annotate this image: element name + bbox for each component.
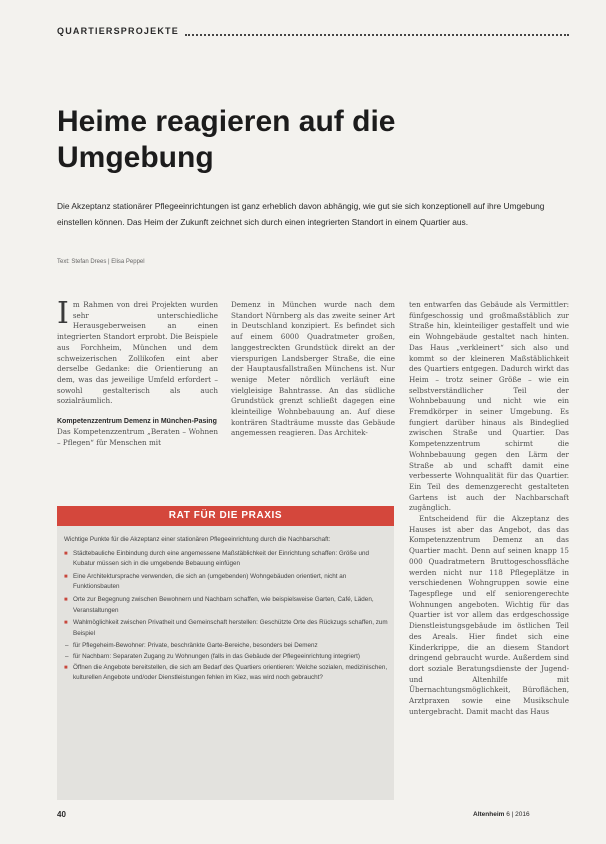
subheading: Kompetenzzentrum Demenz in München-Pasing bbox=[57, 418, 217, 426]
article-title: Heime reagieren auf die Umgebung bbox=[57, 105, 396, 174]
paragraph: Das Kompetenzzentrum „Beraten – Wohnen – Pflegen“ für Menschen mit bbox=[57, 427, 218, 447]
text-column-2 bbox=[231, 300, 395, 439]
dotted-rule bbox=[185, 34, 569, 36]
paragraph: Entscheidend für die Akzeptanz des Hauses ist aber das Angebot, das das Kompetenzzentrum Demenz an das Quartier macht. Denn auf seinen knapp 15 000 Quadratmetern Bruttogeschossfläche werden nicht nur 118 Pflegeplätze in verschiedenen Wohngruppen sowie eine Tagespflege und elf seniorengerechte Wohnungen angeboten. Wichtig für das Quartier ist vor allem das erdgeschossige Dienstleistungsgebäude im östlichen Teil des Areals. Hier findet sich eine Kinderkrippe, die an diesem Standort dringend gebraucht wurde. Außerdem sind dort soziale Beratungsdienste der Jugend- und Altenhilfe mit Übernachtungsmöglichkeit, Büroflächen, Arztpraxen sowie eine Musikschule untergebracht. Damit macht das Haus bbox=[409, 514, 569, 716]
magazine-footer bbox=[473, 811, 530, 818]
tip-item: ■ Eine Architektursprache verwenden, die sich an (umgebenden) Wohngebäuden orientiert, nicht an Funktionsbauten bbox=[64, 572, 389, 593]
tip-box-intro: Wichtige Punkte für die Akzeptanz einer stationären Pflegeeinrichtung durch die Nachbarschaft: bbox=[64, 536, 331, 543]
text-column-3 bbox=[409, 300, 569, 717]
tip-item: ■ Städtebauliche Einbindung durch eine angemessene Maßstäblichkeit der Einrichtung schaffen: Größe und Kubatur müssen sich in die umgebende Bebauung einfügen bbox=[64, 549, 389, 570]
section-header bbox=[57, 26, 569, 40]
text-column-1 bbox=[57, 296, 218, 448]
paragraph-text: m Rahmen von drei Projekten wurden sehr unterschiedliche Herausgeberweisen an einen integrierten Standort erprobt. Die Beispiele aus Forchheim, München und dem schweizerischen Zollikofen eint aber derselbe Gedanke: die Orientierung an dem, was das jeweilige Umfeld erfordert – sowohl gestalterisch als auch sozialräumlich. bbox=[57, 300, 218, 406]
tip-list-end bbox=[64, 663, 389, 684]
tip-sublist bbox=[64, 641, 389, 662]
tip-subitem: – für Nachbarn: Separaten Zugang zu Wohnungen (falls in das Gebäude der Pflegeeinrichtung integriert) bbox=[64, 652, 389, 663]
tip-subitem: – für Pflegeheim-Bewohner: Private, beschränkte Garte-Bereiche, besonders bei Demenz bbox=[64, 641, 389, 652]
paragraph: Demenz in München wurde nach dem Standort Nürnberg als das zweite seiner Art in Deutschland konzipiert. Es befindet sich auf einem 6000 Quadratmeter großen, langgestreckten Grundstück direkt an der vierspurigen Landsberger Straße, die eine der Hauptausfallstraßen Münchens ist. Nur wenige Meter nördlich verläuft eine vielgleisige Bahntrasse. An das südliche Grundstück grenzt schließt dagegen eine kleinteilige Wohnbebauung an. Auf diese konträren Stadträume musste das Gebäude angemessen reagieren. Das Architek- bbox=[231, 300, 395, 438]
tip-item: ■ Orte zur Begegnung zwischen Bewohnern und Nachbarn schaffen, wie beispielsweise Garten, Café, Läden, Veranstaltungen bbox=[64, 595, 389, 616]
drop-cap: I bbox=[57, 296, 69, 331]
paragraph bbox=[57, 296, 218, 407]
tip-list bbox=[64, 549, 389, 640]
tip-box-heading: RAT FÜR DIE PRAXIS bbox=[168, 510, 283, 521]
page-number: 40 bbox=[57, 810, 66, 819]
issue-number: 6 | 2016 bbox=[506, 811, 530, 818]
tip-box-header bbox=[57, 506, 394, 526]
article-lead: Die Akzeptanz stationärer Pflegeeinrichtungen ist ganz erheblich davon abhängig, wie gut sie sich konzeptionell auf ihre Umgebung einstellen können. Das Heim der Zukunft zeichnet sich durch einen integrierten Standort in einem Quartier aus. bbox=[57, 201, 545, 227]
tip-item: ■ Wahlmöglichkeit zwischen Privatheit und Gemeinschaft herstellen: Geschützte Orte des Rückzugs schaffen, zum Beispiel bbox=[64, 618, 389, 639]
paragraph: ten entwarfen das Gebäude als Vermittler: fünfgeschossig und großmaßstäblich zur Straße hin, kleinteiliger gestaffelt und wie ein Wohngebäude gestaltet nach hinten. Das Haus „verkleinert“ sich also und kommt so der kleineren Maßstäblichkeit des Quartiers entgegen. Dadurch wirkt das Heim – trotz seiner Größe – wie ein selbstverständlicher Teil der Wohnbebauung und nicht wie ein Fremdkörper in seiner Umgebung. Es fungiert darüber hinaus als Bindeglied zwischen Straße und Quartier. Das Kompetenzzentrum schirmt die Wohnbebauung gegen den Lärm der Straße ab und schafft damit eine verbesserte Wohnqualität für das Quartier. Ein Teil des demenzgerecht gestalteten Gartens ist auch der Nachbarschaft zugänglich. bbox=[409, 300, 569, 513]
tip-item: ■ Öffnen die Angebote bereitstellen, die sich am Bedarf des Quartiers orientieren: Welche sozialen, medizinischen, kulturellen Angebote und/oder Dienstleistungen fehlen im Kiez, was wird noch gebraucht? bbox=[64, 663, 389, 684]
article-authors: Text: Stefan Drees | Elisa Peppel bbox=[57, 259, 145, 265]
tip-box-body bbox=[64, 535, 389, 686]
section-label: QUARTIERSPROJEKTE bbox=[57, 26, 179, 36]
magazine-name: Altenheim bbox=[473, 811, 505, 818]
tip-box bbox=[57, 506, 394, 800]
